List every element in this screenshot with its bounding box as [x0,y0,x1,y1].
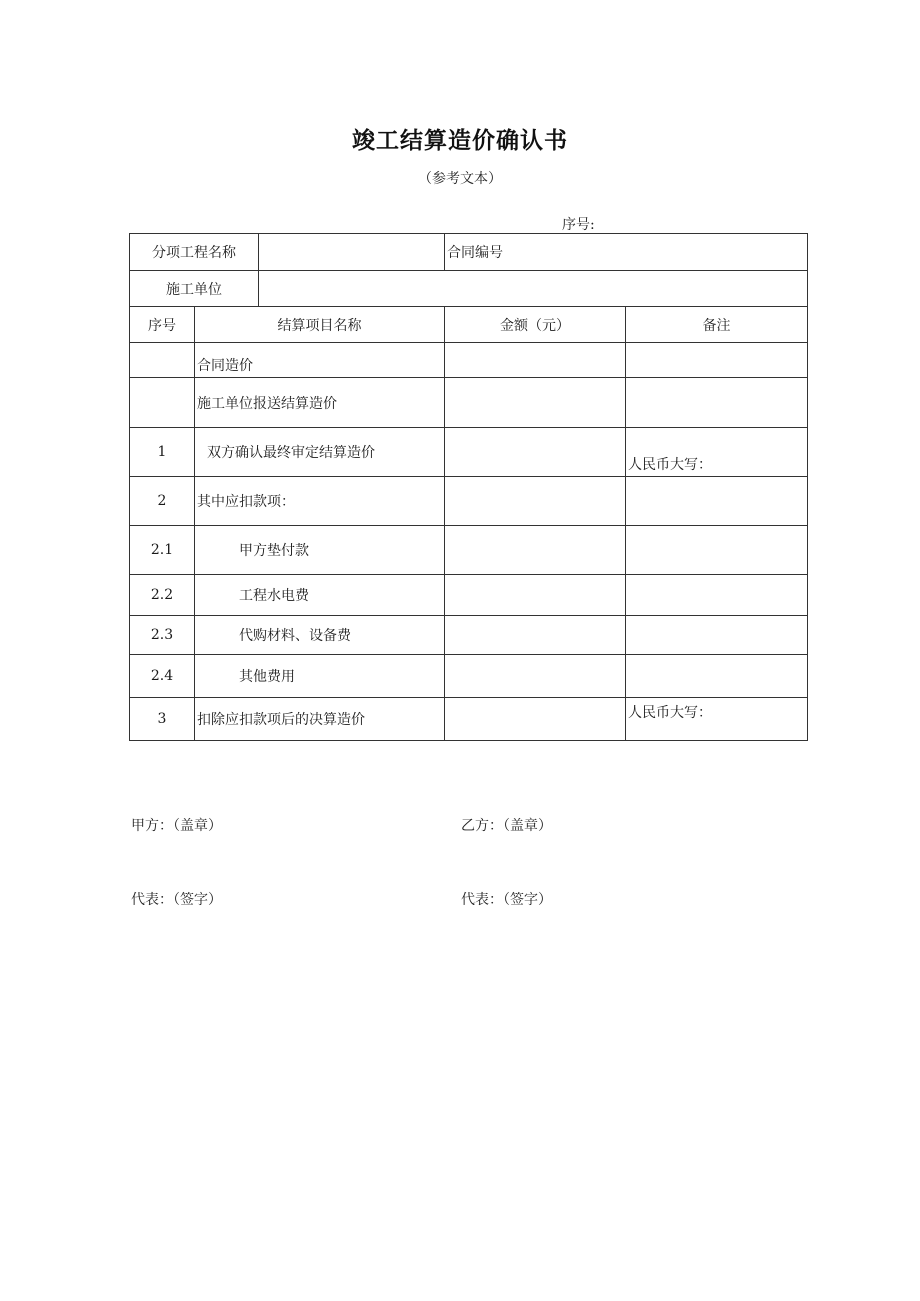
party-a-rep-label: 代表：（签字） [131,892,222,908]
row-amount[interactable] [445,428,626,477]
header-item: 结算项目名称 [195,307,445,343]
row-no: 2.3 [130,616,195,655]
contractor-row [130,271,808,307]
serial-number-label: 序号: [562,217,595,233]
document-title: 竣工结算造价确认书 [352,128,568,154]
header-no: 序号 [130,307,195,343]
row-amount[interactable] [445,343,626,378]
row-item: 施工单位报送结算造价 [195,378,445,428]
table-row [130,575,808,616]
row-note[interactable] [626,343,808,378]
row-amount[interactable] [445,378,626,428]
row-no: 1 [130,428,195,477]
table-header-row [130,307,808,343]
row-no: 2.1 [130,526,195,575]
row-no [130,378,195,428]
row-note[interactable] [626,575,808,616]
settlement-table [129,233,808,741]
row-no: 2.4 [130,655,195,698]
row-amount[interactable] [445,477,626,526]
row-no [130,343,195,378]
party-a-seal-label: 甲方：（盖章） [131,818,222,834]
row-amount[interactable] [445,575,626,616]
row-note[interactable]: 人民币大写： [626,698,808,741]
row-item: 代购材料、设备费 [195,616,445,655]
table-row [130,477,808,526]
table-row [130,378,808,428]
row-amount[interactable] [445,698,626,741]
row-no: 2.2 [130,575,195,616]
row-item: 扣除应扣款项后的决算造价 [195,698,445,741]
contract-no-label: 合同编号 [445,234,808,271]
row-item: 工程水电费 [195,575,445,616]
project-name-field[interactable] [259,234,445,271]
contractor-field[interactable] [259,271,808,307]
project-name-label: 分项工程名称 [130,234,259,271]
table-row [130,655,808,698]
row-item: 其他费用 [195,655,445,698]
table-row [130,526,808,575]
row-item: 合同造价 [195,343,445,378]
row-note[interactable] [626,526,808,575]
table-row [130,616,808,655]
row-note[interactable] [626,616,808,655]
row-note[interactable] [626,655,808,698]
row-no: 3 [130,698,195,741]
row-amount[interactable] [445,526,626,575]
row-amount[interactable] [445,655,626,698]
party-b-rep-label: 代表：（签字） [461,892,552,908]
table-row [130,428,808,477]
row-no: 2 [130,477,195,526]
row-item: 甲方垫付款 [195,526,445,575]
header-note: 备注 [626,307,808,343]
document-subtitle: （参考文本） [418,171,502,187]
contractor-label: 施工单位 [130,271,259,307]
project-name-row [130,234,808,271]
row-note[interactable] [626,477,808,526]
row-item: 双方确认最终审定结算造价 [195,428,445,477]
table-row [130,343,808,378]
row-note[interactable] [626,378,808,428]
header-amount: 金额（元） [445,307,626,343]
table-row [130,698,808,741]
row-note[interactable]: 人民币大写： [626,428,808,477]
party-b-seal-label: 乙方：（盖章） [461,818,552,834]
row-item: 其中应扣款项： [195,477,445,526]
row-amount[interactable] [445,616,626,655]
